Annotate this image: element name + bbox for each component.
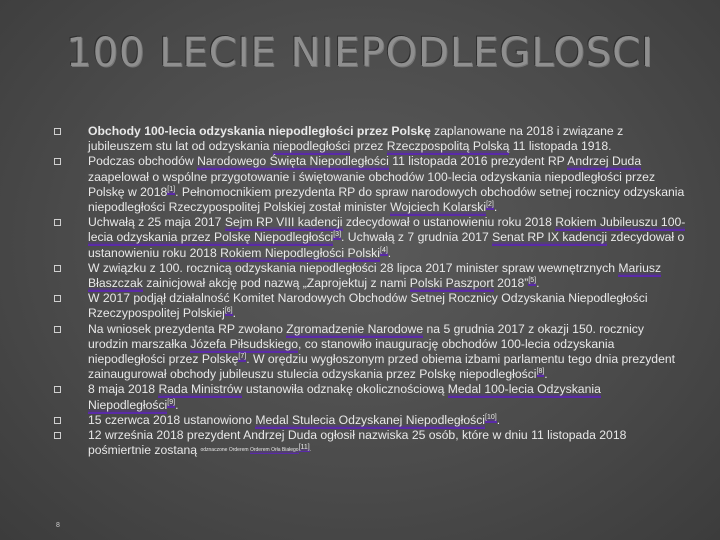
link-order-orla-bialego[interactable]: Orderem Orła Białego [249, 447, 299, 454]
list-item [50, 413, 686, 428]
square-bullet-icon [54, 265, 61, 272]
link-medal-100-lecia[interactable]: Medal 100-lecia Odzyskania Niepodległości [88, 382, 601, 412]
footnote-link[interactable]: [6] [224, 307, 233, 315]
item-text: 11 listopada 1918. [509, 139, 612, 154]
item-text: . [496, 412, 501, 427]
list-item [50, 382, 686, 412]
link-rok-niepodleglosci[interactable]: Rokiem Niepodległości Polski [220, 245, 380, 260]
item-text: zaplanowane na 2018 i związane z jubileuszem stu lat od odzyskania [88, 124, 624, 154]
link-sejm-rp[interactable]: Sejm RP VIII kadencji [224, 215, 343, 230]
item-text: . [175, 397, 179, 412]
footnote-link[interactable]: [7] [238, 352, 247, 360]
item-text: . [544, 367, 548, 382]
bullet-list [50, 124, 686, 459]
list-item [50, 215, 686, 261]
list-item [50, 124, 686, 154]
item-text: zainicjował akcję pod nazwą „Zaprojektuj z nami [142, 276, 410, 291]
link-medal-stulecia[interactable]: Medal Stulecia Odzyskanej Niepodległości [255, 412, 486, 427]
item-text: na 5 grudnia 2017 z okazji 150. rocznicy urodzin marszałka [88, 321, 644, 351]
item-text: Uchwałą z 25 maja 2017 [88, 215, 225, 230]
item-text: . [536, 276, 540, 291]
slide-title: 100 LECIE NIEPODLEGLOSCI [66, 30, 654, 76]
item-tiny-text: odznaczone Orderem [200, 447, 250, 454]
footnote-link[interactable]: [1] [167, 185, 176, 193]
item-text: . [232, 306, 237, 321]
footnote-link[interactable]: [3] [333, 231, 342, 239]
list-item [50, 291, 686, 321]
item-text: ustanowiła odznakę okolicznościową [242, 382, 448, 397]
footnote-link[interactable]: [9] [167, 398, 176, 406]
footnote-link[interactable]: [11] [298, 443, 310, 451]
link-niepodleglosci[interactable]: niepodległości [272, 139, 351, 154]
item-text: . Uchwałą z 7 grudnia 2017 [341, 230, 493, 245]
square-bullet-icon [54, 219, 61, 226]
link-polski-paszport[interactable]: Polski Paszport [409, 276, 494, 291]
item-lead-text: Obchody 100-lecia odzyskania niepodległości przez Polskę [88, 124, 431, 138]
square-bullet-icon [54, 158, 61, 165]
item-text: . W orędziu wygłoszonym przed obiema izbami parlamentu tego dnia prezydent zainaugurował obchody jubileuszu stulecia odzyskania przez Polskę niepodległości [88, 352, 676, 382]
footnote-link[interactable]: [8] [536, 368, 545, 376]
link-rada-ministrow[interactable]: Rada Ministrów [158, 382, 243, 397]
square-bullet-icon [54, 386, 61, 393]
item-text: W 2017 podjął działalność Komitet Narodowych Obchodów Setnej Rocznicy Odzyskania Niepodległości Rzeczypospolitej Polskiej [88, 291, 648, 321]
footnote-link[interactable]: [5] [528, 276, 537, 284]
item-text: . [387, 245, 392, 260]
item-text: zaapelował o wspólne przygotowanie i świętowanie obchodów 100-lecia odzyskania niepodległości przez Polskę w 2018 [88, 169, 656, 199]
link-wojciech-kolarski[interactable]: Wojciech Kolarski [390, 200, 487, 215]
item-text: . [493, 200, 498, 215]
item-text: zdecydował o ustanowieniu roku 2018 [88, 230, 685, 260]
link-jozef-pilsudski[interactable]: Józefa Piłsudskiego [190, 336, 298, 351]
item-text: , co stanowiło inaugurację obchodów 100-lecia odzyskania niepodległości przez Polskę [88, 336, 615, 367]
item-text: 12 września 2018 prezydent Andrzej Duda ogłosił nazwiska 25 osób, które w dniu 11 listopada 2018 pośmiertnie zostaną [88, 428, 627, 458]
list-item [50, 322, 686, 383]
list-item [50, 428, 686, 459]
footnote-link[interactable]: [4] [380, 246, 388, 254]
footnote-link[interactable]: [2] [486, 200, 494, 208]
item-text: Na wniosek prezydenta RP zwołano [88, 321, 287, 336]
item-text: 15 czerwca 2018 ustanowiono [88, 412, 256, 427]
link-andrzej-duda[interactable]: Andrzej Duda [567, 154, 642, 169]
list-item [50, 154, 686, 215]
square-bullet-icon [54, 432, 61, 439]
item-text: 11 listopada 2016 prezydent RP [388, 154, 568, 169]
item-text: przez [350, 139, 387, 154]
item-text: Podczas obchodów [88, 154, 198, 169]
item-text: W związku z 100. rocznicą odzyskania niepodległości 28 lipca 2017 minister spraw wewnętrznych [88, 260, 619, 275]
link-zgromadzenie-narodowe[interactable]: Zgromadzenie Narodowe [286, 321, 424, 336]
item-text: 2018” [493, 276, 529, 291]
link-mariusz-blaszczak[interactable]: Mariusz Błaszczak [88, 260, 662, 291]
page-number: 8 [56, 522, 60, 529]
square-bullet-icon [54, 417, 61, 424]
square-bullet-icon [54, 326, 61, 333]
square-bullet-icon [54, 295, 61, 302]
link-narodowe-swieto-niepodleglosci[interactable]: Narodowego Święta Niepodległości [197, 154, 389, 169]
link-rok-jubileuszu[interactable]: Rokiem Jubileuszu 100-lecia odzyskania przez Polskę Niepodległości [88, 215, 686, 245]
square-bullet-icon [54, 128, 61, 135]
list-item [50, 261, 686, 291]
item-text: zdecydował o ustanowieniu roku 2018 [342, 215, 556, 230]
link-rzeczpospolita-polska[interactable]: Rzeczpospolitą Polską [386, 139, 510, 154]
footnote-link[interactable]: [10] [485, 413, 497, 421]
item-text: . Pełnomocnikiem prezydenta RP do spraw narodowych obchodów setnej rocznicy odzyskania niepodległości Rzeczypospolitej Polskiej został minister [88, 184, 685, 215]
item-text: 8 maja 2018 [88, 382, 159, 397]
link-senat-rp[interactable]: Senat RP IX kadencji [492, 230, 608, 245]
item-text: . [309, 447, 312, 454]
